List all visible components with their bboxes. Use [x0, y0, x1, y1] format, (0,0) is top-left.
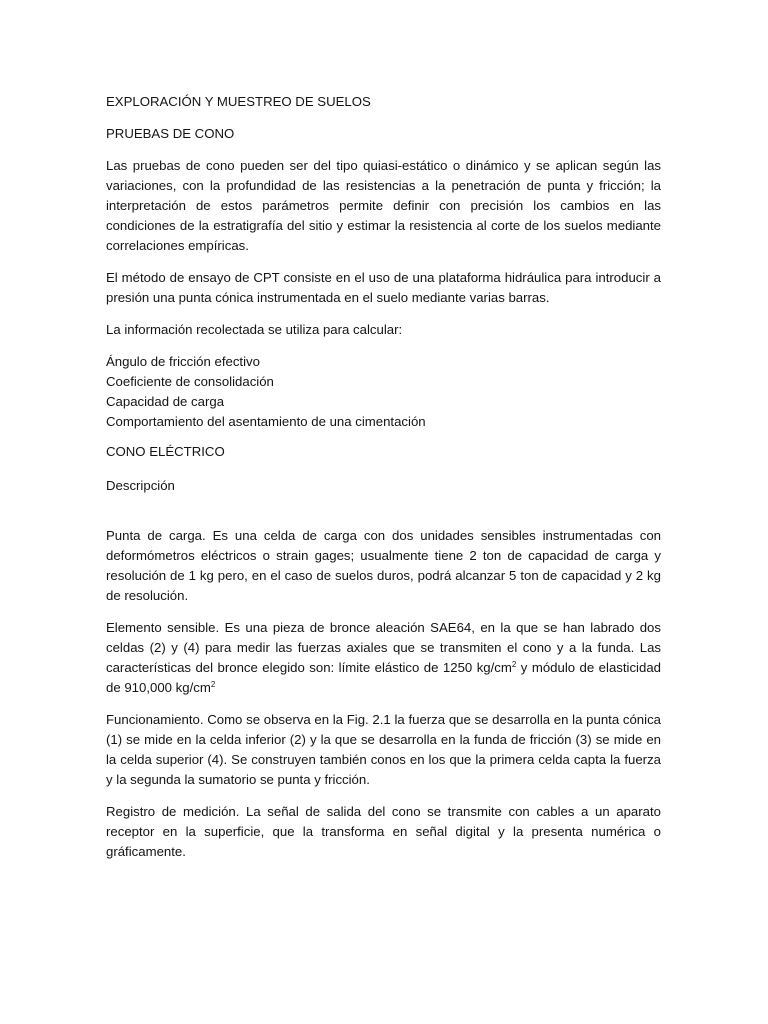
paragraph-intro: Las pruebas de cono pueden ser del tipo quiasi-estático o dinámico y se aplican según las variaciones, con la profundidad de las resistencias a la penetración de punta y fricción; la interpretación de estos parámetros permite definir con precisión los cambios en las condiciones de la estratigrafía del sitio y estimar la resistencia al corte de los suelos mediante correlaciones empíricas.: [106, 158, 661, 253]
document-title: EXPLORACIÓN Y MUESTREO DE SUELOS: [106, 94, 371, 109]
elemento-text-a: Elemento sensible. Es una pieza de bronce aleación SAE64, en la que se han labrado dos celdas (2) y (4) para medir las fuerzas axiales que se transmiten el cono y a la funda. Las características del bronce elegido son: límite elástico de 1250 kg/cm: [106, 620, 661, 675]
list-item: Coeficiente de consolidación: [106, 374, 274, 389]
list-item: Ángulo de fricción efectivo: [106, 354, 260, 369]
paragraph-registro-de-medicion: Registro de medición. La señal de salida del cono se transmite con cables a un aparato receptor en la superficie, que la transforma en señal digital y la presenta numérica o gráficamente.: [106, 804, 661, 859]
paragraph-funcionamiento: Funcionamiento. Como se observa en la Fig. 2.1 la fuerza que se desarrolla en la punta cónica (1) se mide en la celda inferior (2) y la que se desarrolla en la funda de fricción (3) se mide en la celda superior (4). Se construyen también conos en los que la primera celda capta la fuerza y la segunda la sumatorio se punta y fricción.: [106, 712, 661, 787]
paragraph-elemento-sensible: [106, 618, 661, 698]
subheading-descripcion: Descripción: [106, 478, 175, 493]
paragraph-punta-de-carga: Punta de carga. Es una celda de carga con dos unidades sensibles instrumentadas con deformómetros eléctricos o strain gages; usualmente tiene 2 ton de capacidad de carga y resolución de 1 kg pero, en el caso de suelos duros, podrá alcanzar 5 ton de capacidad y 2 kg de resolución.: [106, 528, 661, 603]
paragraph-cpt-method: El método de ensayo de CPT consiste en el uso de una plataforma hidráulica para introducir a presión una punta cónica instrumentada en el suelo mediante varias barras.: [106, 270, 661, 305]
document-page: [106, 92, 661, 862]
elemento-text-b: y módulo de elasticidad de 910,000 kg/cm: [106, 660, 661, 695]
superscript-two: 2: [210, 680, 216, 689]
section-heading-cono-electrico: CONO ELÉCTRICO: [106, 444, 225, 459]
section-heading-pruebas-de-cono: PRUEBAS DE CONO: [106, 126, 235, 141]
list-item: Capacidad de carga: [106, 394, 225, 409]
list-item: Comportamiento del asentamiento de una cimentación: [106, 414, 426, 429]
superscript-two: 2: [511, 660, 517, 669]
list-intro: La información recolectada se utiliza para calcular:: [106, 322, 403, 337]
calculation-list: [106, 352, 661, 432]
